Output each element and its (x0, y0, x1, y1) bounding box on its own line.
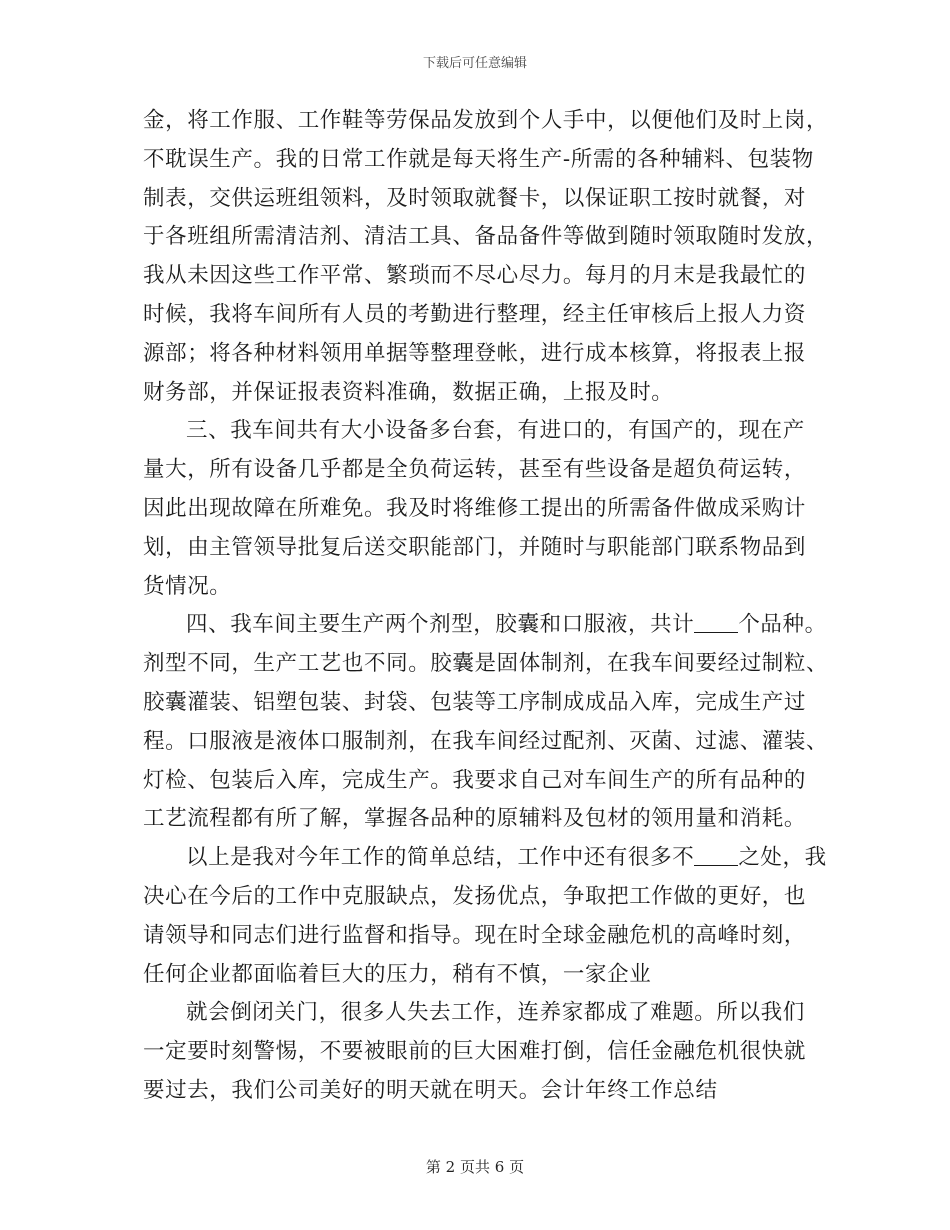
text-line: 一定要时刻警惕，不要被眼前的巨大困难打倒，信任金融危机很快就 (143, 1039, 807, 1065)
text-line (143, 606, 827, 645)
text-line: 于各班组所需清洁剂、清洁工具、备品备件等做到随时领取随时发放， (143, 224, 829, 250)
fill-in-blank (694, 611, 738, 634)
text-line: 三、我车间共有大小设备多台套，有进口的，有国产的，现在产 (186, 418, 805, 444)
text-line: 要过去，我们公司美好的明天就在明天。会计年终工作总结 (143, 1077, 718, 1103)
text-line: 制表，交供运班组领料，及时领取就餐卡，以保证职工按时就餐，对 (143, 185, 807, 211)
text-segment: 四、我车间主要生产两个剂型，胶囊和口服液，共计 (186, 612, 695, 638)
text-line: 货情况。 (143, 573, 232, 599)
text-line: 因此出现故障在所难免。我及时将维修工提出的所需备件做成采购计 (143, 495, 807, 521)
paragraph-equipment (143, 412, 813, 606)
text-line: 决心在今后的工作中克服缺点，发扬优点，争取把工作做的更好，也 (143, 883, 807, 909)
text-line: 不耽误生产。我的日常工作就是每天将生产-所需的各种辅料、包装物 (143, 146, 814, 172)
text-line: 时候，我将车间所有人员的考勤进行整理，经主任审核后上报人力资 (143, 301, 807, 327)
fill-in-blank (694, 844, 738, 867)
text-line: 量大，所有设备几乎都是全负荷运转，甚至有些设备是超负荷运转， (143, 457, 807, 483)
text-line: 工艺流程都有所了解，掌握各品种的原辅料及包材的领用量和消耗。 (143, 806, 807, 832)
text-segment: 以上是我对今年工作的简单总结，工作中还有很多不 (186, 845, 695, 871)
text-line (143, 839, 827, 878)
text-line: 就会倒闭关门，很多人失去工作，连养家都成了难题。所以我们 (186, 1000, 805, 1026)
text-line: 胶囊灌装、铝塑包装、封袋、包装等工序制成成品入库，完成生产过 (143, 689, 807, 715)
paragraph-production (143, 606, 829, 839)
document-body (143, 102, 829, 1111)
text-segment: 之处，我 (738, 845, 827, 871)
paragraph-summary (143, 839, 827, 994)
text-line: 剂型不同，生产工艺也不同。胶囊是固体制剂，在我车间要经过制粒、 (143, 651, 829, 677)
text-line: 源部；将各种材料领用单据等整理登帐，进行成本核算，将报表上报 (143, 340, 807, 366)
text-line: 金，将工作服、工作鞋等劳保品发放到个人手中，以便他们及时上岗， (143, 108, 829, 133)
text-line: 划，由主管领导批复后送交职能部门，并随时与职能部门联系物品到 (143, 534, 807, 560)
text-segment: 个品种。 (738, 612, 827, 638)
text-line: 任何企业都面临着巨大的压力，稍有不慎，一家企业 (143, 961, 652, 987)
text-line: 程。口服液是液体口服制剂，在我车间经过配剂、灭菌、过滤、灌装、 (143, 728, 829, 754)
paragraph-closing (143, 994, 813, 1110)
page-header: 下载后可任意编辑 (422, 56, 527, 71)
text-line: 财务部，并保证报表资料准确，数据正确，上报及时。 (143, 379, 674, 405)
text-line: 请领导和同志们进行监督和指导。现在时全球金融危机的高峰时刻， (143, 922, 807, 948)
text-line: 灯检、包装后入库，完成生产。我要求自己对车间生产的所有品种的 (143, 767, 807, 793)
page-number: 第 2 页共 6 页 (425, 1158, 525, 1176)
text-line: 我从未因这些工作平常、繁琐而不尽心尽力。每月的月末是我最忙的 (143, 263, 807, 289)
paragraph-continuation (143, 102, 829, 412)
